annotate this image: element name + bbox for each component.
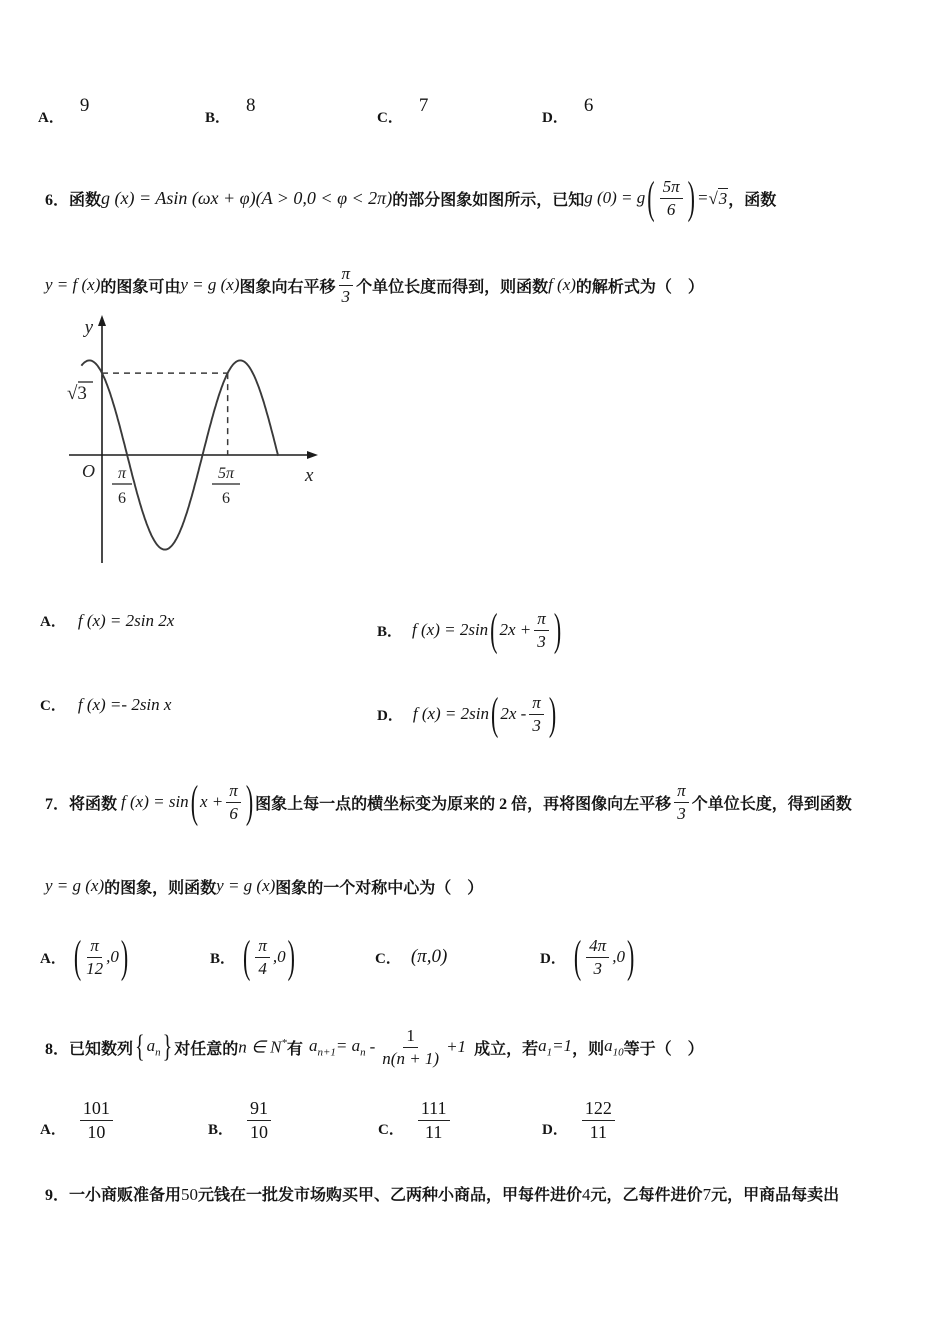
fraction-numerator: 122 — [582, 1099, 615, 1121]
q8-number: 8． — [45, 1040, 70, 1058]
seq-subscript: n — [155, 1046, 161, 1059]
fraction-numerator: 101 — [80, 1099, 113, 1121]
fraction-denominator: 3 — [537, 631, 546, 651]
option-label: C． — [40, 698, 66, 714]
open-paren: ( — [490, 603, 498, 655]
fraction-denominator: 6 — [666, 199, 676, 219]
fraction-denominator: 4 — [258, 958, 267, 978]
sequence-term — [147, 1036, 161, 1058]
q7-text: 图象上每一点的横坐标变为原来的 2 倍，再将图像向左平移 — [255, 795, 672, 813]
q8-text: 成立，若 — [474, 1040, 539, 1058]
q8-options-row — [0, 1088, 950, 1152]
open-paren: ( — [73, 930, 82, 982]
fraction-numerator: 4π — [586, 937, 609, 958]
q9-text: 元，乙每件进价 — [590, 1187, 703, 1204]
q7-ygx: y = g (x) — [216, 876, 276, 895]
fraction-numerator: π — [226, 782, 241, 803]
close-paren: ) — [287, 930, 295, 982]
q7-stem-line2 — [45, 864, 935, 908]
q6-function-def: g (x) = Asin (ωx + φ)(A > 0,0 < φ < 2π) — [101, 187, 393, 208]
fraction-pi-12 — [86, 937, 103, 978]
open-paren: ( — [190, 775, 199, 827]
radicand: 3 — [718, 188, 728, 208]
y-axis-label: y — [84, 317, 93, 338]
option-label: A． — [38, 110, 64, 126]
n-star: * — [281, 1036, 287, 1049]
fraction-numerator: π — [529, 694, 544, 715]
n-in-N — [238, 1037, 287, 1058]
q9-stem — [45, 1182, 940, 1205]
q8-text: 有 — [286, 1040, 303, 1058]
option-fraction — [582, 1099, 615, 1142]
sqrt-3 — [708, 188, 728, 209]
y-axis-arrow-icon — [98, 315, 106, 326]
q8-text: ，则 — [572, 1040, 605, 1058]
q6-text: 的部分图象如图所示，已知 — [392, 191, 585, 209]
q6-yfx: y = f (x) — [45, 275, 101, 294]
open-paren: ( — [573, 930, 582, 982]
close-paren: ) — [626, 930, 635, 982]
q6-text: 的解析式为（ ） — [575, 278, 704, 296]
fraction-numerator: 111 — [418, 1099, 450, 1121]
q6-text: 图象向右平移 — [239, 278, 336, 296]
q8-option-c — [378, 1088, 453, 1152]
seq-var: a — [146, 1035, 156, 1055]
option-rest: ,0 — [612, 947, 625, 966]
fraction-numerator: 1 — [403, 1027, 418, 1048]
fraction-denominator: 3 — [532, 715, 541, 735]
q7-text: 将函数 — [69, 795, 118, 813]
q7-stem-line1 — [45, 768, 940, 836]
q8-option-b — [208, 1088, 274, 1152]
q6-text: 函数 — [69, 191, 102, 209]
plus-one: +1 — [446, 1037, 467, 1056]
option-formula: f (x) = 2sin — [412, 704, 489, 723]
q9-text: 元，甲商品每卖出 — [711, 1187, 840, 1204]
q9-amount-50: 50 — [181, 1185, 199, 1204]
fraction-denominator: 10 — [87, 1121, 106, 1142]
q7-option-a — [40, 924, 130, 990]
open-paren: ( — [243, 930, 251, 982]
a1-term: $a_1=1$ — [538, 1035, 573, 1059]
option-value: 6 — [583, 95, 594, 116]
option-a — [38, 95, 90, 128]
option-rest: ,0 — [106, 947, 119, 966]
open-paren: ( — [647, 171, 655, 223]
minus-sign: - — [369, 1037, 376, 1056]
fraction-pi-6 — [226, 782, 241, 823]
q6-g0: g (0) = g — [584, 188, 646, 207]
option-inner: 2x + — [499, 620, 532, 639]
fraction-numerator: 5π — [660, 178, 683, 199]
radical-sign: √ — [708, 188, 718, 208]
option-label: D． — [542, 1121, 568, 1138]
q7-function: f (x) = sin — [121, 792, 189, 811]
svg-text:√3: √3 — [67, 383, 87, 404]
q6-ygx: y = g (x) — [180, 275, 240, 294]
fraction-denominator: 10 — [250, 1121, 269, 1142]
q8-text: 已知数列 — [69, 1040, 134, 1058]
fraction-numerator: π — [534, 610, 549, 631]
fraction-denominator: 11 — [425, 1121, 443, 1142]
open-brace: { — [135, 1029, 145, 1065]
q8-stem — [45, 1016, 940, 1078]
q7-inner: x + — [200, 792, 224, 811]
fraction-5pi-6 — [660, 178, 683, 219]
fraction-numerator: π — [339, 265, 354, 286]
option-c — [377, 95, 429, 128]
close-paren: ) — [120, 930, 129, 982]
sine-graph — [55, 313, 355, 568]
q7-option-d — [540, 924, 636, 990]
fraction-numerator: 91 — [247, 1099, 271, 1121]
svg-text:5π: 5π — [217, 465, 235, 482]
option-label: D． — [540, 950, 566, 967]
fraction-numerator: π — [87, 937, 102, 958]
fraction-pi-3 — [339, 265, 354, 306]
fraction-4pi-3 — [586, 937, 609, 978]
fraction-numerator: π — [674, 782, 689, 803]
option-label: C． — [377, 110, 403, 126]
close-paren: ) — [245, 775, 254, 827]
sqrt3-y-label — [67, 382, 93, 404]
fraction-pi-3 — [674, 782, 689, 823]
option-fraction — [80, 1099, 113, 1142]
fraction-denominator: 6 — [229, 803, 238, 823]
q6-option-d — [377, 680, 558, 748]
x-tick-pi-6 — [112, 465, 132, 507]
q7-ygx: y = g (x) — [45, 876, 105, 895]
q9-price-4: 4 — [582, 1185, 591, 1204]
option-label: C． — [375, 950, 401, 967]
q7-text: 图象的一个对称中心为（ ） — [275, 879, 484, 897]
q6-options-row-1 — [0, 596, 950, 664]
q6-fx: f (x) — [548, 275, 576, 294]
option-label: B． — [210, 950, 236, 967]
origin-label: O — [82, 461, 95, 481]
q8-option-d — [542, 1088, 618, 1152]
q8-text: 等于（ ） — [623, 1040, 704, 1058]
q8-text: 对任意的 — [174, 1040, 239, 1058]
option-label: C． — [378, 1121, 404, 1138]
q9-price-7: 7 — [702, 1185, 712, 1204]
fraction-denominator: 3 — [593, 958, 602, 978]
option-rest: ,0 — [272, 947, 286, 966]
open-paren: ( — [491, 687, 499, 739]
svg-text:6: 6 — [222, 490, 230, 507]
svg-text:π: π — [117, 465, 127, 482]
option-value: 9 — [79, 95, 90, 116]
q7-option-c — [375, 924, 447, 990]
prev-question-options-row — [0, 95, 950, 146]
x-axis-label: x — [305, 465, 314, 486]
fraction-denominator: 3 — [677, 803, 686, 823]
option-value: 8 — [246, 95, 256, 116]
x-tick-5pi-6 — [212, 465, 240, 507]
option-value: 7 — [418, 95, 429, 116]
option-label: D． — [542, 110, 568, 126]
close-paren: ) — [548, 687, 557, 739]
q7-option-b — [210, 924, 297, 990]
equals: = — [696, 188, 709, 207]
option-label: B． — [205, 110, 231, 126]
option-fraction — [247, 1099, 271, 1142]
fraction-numerator: π — [255, 937, 270, 958]
fraction-denominator: 11 — [589, 1121, 608, 1142]
q6-options-row-2 — [0, 680, 950, 748]
svg-text:6: 6 — [118, 490, 126, 507]
q6-stem-line2 — [45, 258, 935, 312]
fraction-denominator: 3 — [341, 286, 351, 306]
q9-number: 9． — [45, 1187, 70, 1204]
close-brace: } — [162, 1029, 173, 1065]
q7-number: 7． — [45, 795, 70, 813]
q6-stem-line1 — [45, 165, 935, 231]
q8-option-a — [40, 1088, 116, 1152]
q9-text: 元钱在一批发市场购买甲、乙两种小商品，甲每件进价 — [198, 1187, 583, 1204]
option-label: A． — [40, 950, 66, 967]
recurrence-lhs: $a_{n+1}$ — [308, 1035, 336, 1059]
fraction-denominator: n(n + 1) — [382, 1048, 440, 1068]
fraction-pi-4 — [255, 937, 270, 978]
option-formula: f (x) = 2sin — [412, 620, 489, 639]
option-formula: f (x) = 2sin 2x — [77, 610, 175, 630]
option-b — [205, 95, 256, 128]
option-label: A． — [40, 1121, 66, 1138]
q6-text: 的图象可由 — [100, 278, 181, 296]
option-inner: 2x - — [500, 704, 527, 723]
x-axis-arrow-icon — [307, 451, 318, 459]
option-d — [542, 95, 594, 128]
q6-option-a — [40, 610, 174, 631]
recurrence-eq: = $a_n$ — [335, 1035, 366, 1059]
fraction-pi-3 — [529, 694, 544, 735]
q6-text: 个单位长度而得到，则函数 — [356, 278, 549, 296]
q6-option-c — [40, 694, 171, 715]
q9-text: 一小商贩准备用 — [69, 1187, 182, 1204]
q7-options-row — [0, 924, 950, 990]
option-formula: f (x) =- 2sin x — [77, 694, 172, 714]
n-element: n ∈ N — [238, 1037, 282, 1057]
q6-number: 6． — [45, 191, 70, 209]
option-label: A． — [40, 614, 66, 630]
fraction-pi-3 — [534, 610, 549, 651]
option-label: B． — [377, 623, 403, 640]
q6-option-b — [377, 596, 563, 664]
option-label: B． — [208, 1121, 234, 1138]
close-paren: ) — [687, 171, 695, 223]
fraction-denominator: 12 — [86, 958, 104, 978]
q7-text: 个单位长度，得到函数 — [691, 795, 852, 813]
a10-term: $a_{10}$ — [604, 1035, 624, 1059]
q6-text: ，函数 — [728, 191, 777, 209]
close-paren: ) — [553, 603, 562, 655]
fraction-1-over-nn1 — [382, 1027, 439, 1068]
option-value: (π,0) — [410, 946, 448, 967]
option-fraction — [418, 1099, 450, 1142]
q7-text: 的图象，则函数 — [104, 879, 217, 897]
option-label: D． — [377, 707, 403, 724]
